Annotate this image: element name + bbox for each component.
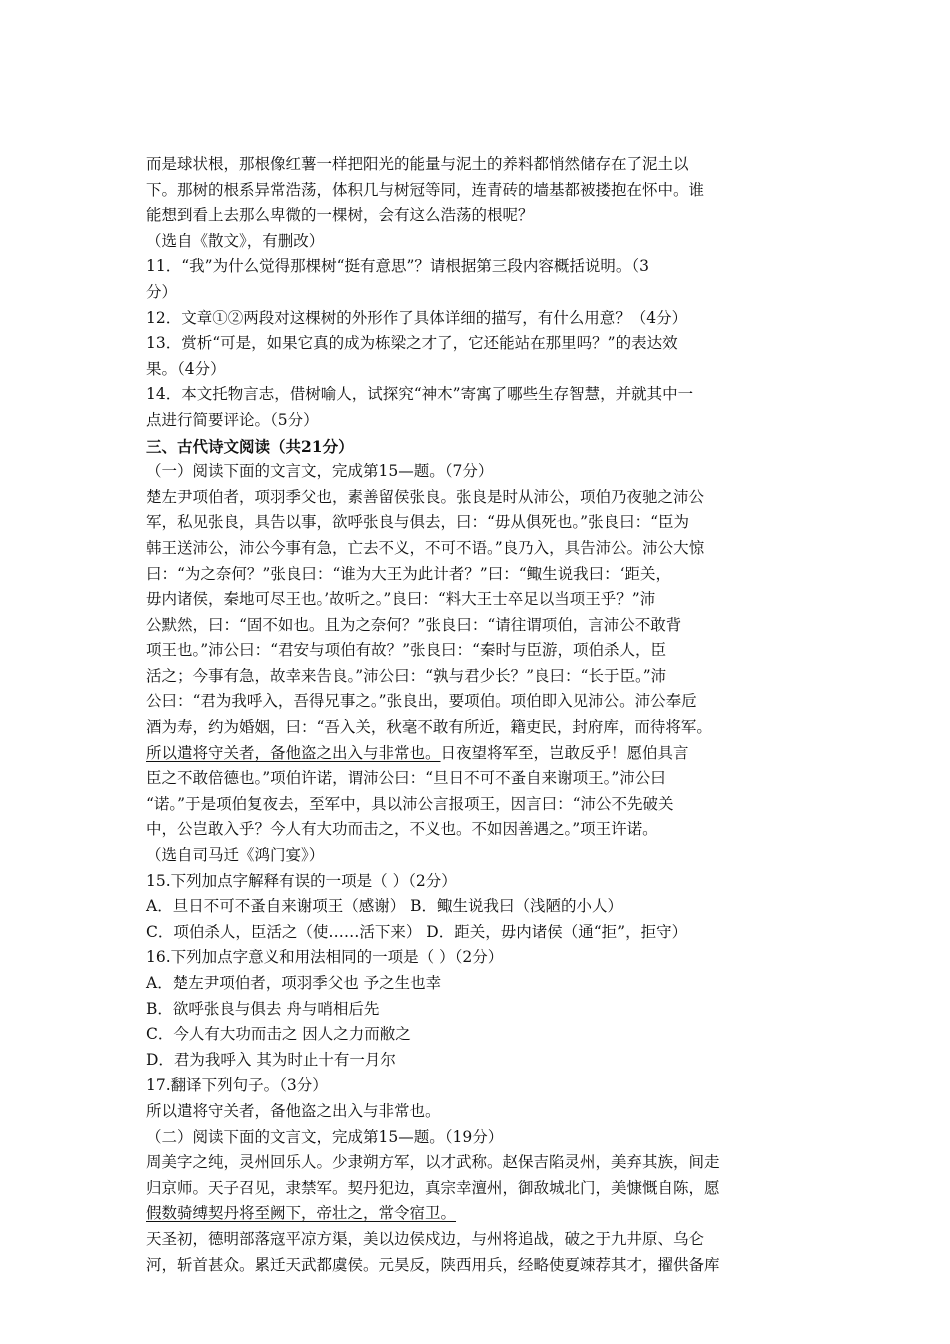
text-line: 下。那树的根系异常浩荡，体积几与树冠等同，连青砖的墙基都被搂抱在怀中。谁 [146, 180, 705, 199]
text-line: 曰：“为之奈何？”张良曰：“谁为大王为此计者？”曰：“鲰生说我曰：‘距关， [146, 564, 672, 583]
text-line: C．项伯杀人，臣活之（使……活下来） D．距关，毋内诸侯（通“拒”，拒守） [146, 922, 688, 941]
text-line: （一）阅读下面的文言文，完成第15—题。（7分） [146, 462, 494, 481]
text-line: A．楚左尹项伯者，项羽季父也 予之生也幸 [146, 974, 442, 992]
text-line: 归京师。天子召见，隶禁军。契丹犯边，真宗幸澶州，御敌城北门，美慷慨自陈，愿 [146, 1178, 720, 1197]
underlined-sentence: 假数骑缚契丹将至阙下，帝壮之，常令宿卫。 [146, 1204, 457, 1223]
text-line [146, 741, 816, 767]
text-line: 臣之不敢倍德也。”项伯许诺，谓沛公曰：“旦日不可不蚤自来谢项王。”沛公曰 [146, 769, 666, 788]
text-line: （选自《散文》，有删改） [146, 231, 325, 250]
text-line: 楚左尹项伯者，项羽季父也，素善留侯张良。张良是时从沛公，项伯乃夜驰之沛公 [146, 487, 705, 506]
text-line: 能想到看上去那么卑微的一棵树，会有这么浩荡的根呢？ [146, 206, 534, 225]
document-page [146, 152, 816, 1278]
text-line: 河，斩首甚众。累迁天武都虞侯。元昊反，陕西用兵，经略使夏竦荐其才，擢供备库 [146, 1255, 720, 1274]
text-line: 韩王送沛公，沛公今事有急，亡去不义，不可不语。”良乃入，具告沛公。沛公大惊 [146, 538, 705, 557]
text-line: 果。（4分） [146, 359, 226, 378]
text-line: 12．文章①②两段对这棵树的外形作了具体详细的描写，有什么用意？（4分） [146, 308, 688, 327]
text-line: 天圣初，德明部落寇平凉方渠，美以边侯戍边，与州将追战，破之于九井原、乌仑 [146, 1229, 705, 1248]
text-line: 而是球状根，那根像红薯一样把阳光的能量与泥土的养料都悄然储存在了泥土以 [146, 155, 689, 173]
text-line: 公默然，曰：“固不如也。且为之奈何？”张良曰：“请往谓项伯，言沛公不敢背 [146, 615, 682, 634]
text-line: 项王也。”沛公曰：“君安与项伯有故？”张良曰：“秦时与臣游，项伯杀人，臣 [146, 641, 666, 660]
text-line [146, 1201, 816, 1227]
text-line: “诺。”于是项伯复夜去，至军中，具以沛公言报项王，因言曰：“沛公不先破关 [146, 794, 674, 813]
text-line: 毋内诸侯，秦地可尽王也。’故听之。”良曰：“料大王士卒足以当项王乎？”沛 [146, 590, 656, 609]
text-line: 三、古代诗文阅读（共21分） [146, 436, 354, 456]
text-line: 14．本文托物言志，借树喻人，试探究“神木”寄寓了哪些生存智慧，并就其中一 [146, 385, 694, 404]
text-line: A．旦日不可不蚤自来谢项王（感谢） B．鲰生说我曰（浅陋的小人） [146, 897, 624, 916]
text-line: （选自司马迁《鸿门宴》） [146, 846, 325, 865]
text-line: 17.翻译下列句子。（3分） [146, 1076, 328, 1095]
text-line: 军，私见张良，具告以事，欲呼张良与俱去，曰：“毋从俱死也。”张良曰：“臣为 [146, 513, 690, 532]
text-line: 点进行简要评论。（5分） [146, 410, 319, 429]
text-line: 16.下列加点字意义和用法相同的一项是（ ）（2分） [146, 948, 504, 967]
text-line: 所以遣将守关者，备他盗之出入与非常也。 [146, 1101, 441, 1120]
text-line: D．君为我呼入 其为时止十有一月尔 [146, 1050, 396, 1069]
text-span: 日夜望将军至，岂敢反乎！愿伯具言 [440, 743, 689, 762]
text-line: 13．赏析“可是，如果它真的成为栋梁之才了，它还能站在那里吗？”的表达效 [146, 334, 678, 353]
text-line: 公曰：“君为我呼入，吾得兄事之。”张良出，要项伯。项伯即入见沛公。沛公奉卮 [146, 692, 697, 711]
text-line: 15.下列加点字解释有误的一项是（ ）（2分） [146, 871, 457, 890]
text-line: 酒为寿，约为婚姻，曰：“吾入关，秋毫不敢有所近，籍吏民，封府库，而待将军。 [146, 718, 712, 737]
text-line: 中，公岂敢入乎？今人有大功而击之，不义也。不如因善遇之。”项王许诺。 [146, 820, 658, 839]
text-line: 周美字之纯，灵州回乐人。少隶朔方军，以才武称。赵保吉陷灵州，美弃其族，间走 [146, 1153, 720, 1172]
text-line: B．欲呼张良与俱去 舟与哨相后先 [146, 999, 380, 1018]
text-line: （二）阅读下面的文言文，完成第15—题。（19分） [146, 1127, 504, 1146]
underlined-sentence: 所以遣将守关者，备他盗之出入与非常也。 [146, 743, 441, 762]
text-line: 11．“我”为什么觉得那棵树“挺有意思”？请根据第三段内容概括说明。（3 [146, 257, 650, 276]
text-line: C．今人有大功而击之 因人之力而敝之 [146, 1025, 411, 1044]
text-line: 分） [146, 282, 178, 301]
text-line: 活之；今事有急，故幸来告良。”沛公曰：“孰与君少长？”良曰：“长于臣。”沛 [146, 666, 667, 685]
